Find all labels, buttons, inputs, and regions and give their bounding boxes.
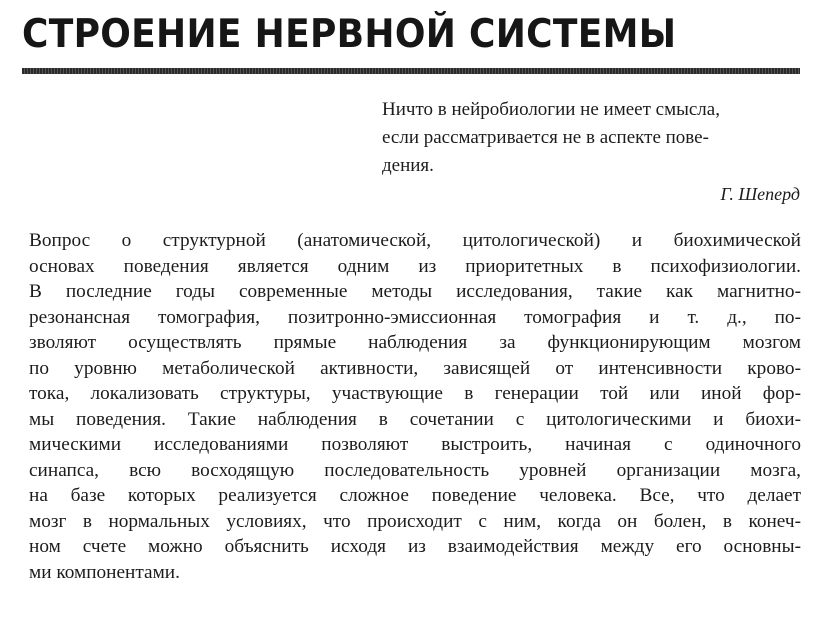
body-line: ном счете можно объяснить исходя из взаимодействия между его основны- xyxy=(29,536,801,557)
body-line: ми компонентами. xyxy=(29,561,180,583)
body-paragraph xyxy=(29,228,801,585)
body-line: Вопрос о структурной (анатомической, цитологической) и биохимической xyxy=(29,230,801,251)
body-line: по уровню метаболической активности, зависящей от интенсивности крово- xyxy=(29,357,801,379)
body-line: на базе которых реализуется сложное поведение человека. Все, что делает xyxy=(29,485,801,506)
page-title: СТРОЕНИЕ НЕРВНОЙ СИСТЕМЫ xyxy=(22,12,677,57)
title-rule-divider xyxy=(22,68,800,74)
epigraph-line: дения. xyxy=(382,155,434,176)
body-line: В последние годы современные методы исследования, такие как магнитно- xyxy=(29,281,801,302)
body-line: зволяют осуществлять прямые наблюдения за функционирующим мозгом xyxy=(29,332,801,353)
epigraph-author: Г. Шеперд xyxy=(720,184,800,204)
body-line: тока, локализовать структуры, участвующие в генерации той или иной фор- xyxy=(29,383,801,404)
epigraph-line: Ничто в нейробиологии не имеет смысла, xyxy=(382,99,720,120)
body-line: резонансная томография, позитронно-эмиссионная томография и т. д., по- xyxy=(29,306,801,328)
body-line: основах поведения является одним из приоритетных в психофизиологии. xyxy=(29,255,801,277)
body-line: мозг в нормальных условиях, что происходит с ним, когда он болен, в конеч- xyxy=(29,510,801,532)
epigraph xyxy=(382,96,802,180)
body-line: мическими исследованиями позволяют выстроить, начиная с одиночного xyxy=(29,434,801,455)
body-line: мы поведения. Такие наблюдения в сочетании с цитологическими и биохи- xyxy=(29,408,801,430)
epigraph-line: если рассматривается не в аспекте пове- xyxy=(382,127,709,148)
body-line: синапса, всю восходящую последовательность уровней организации мозга, xyxy=(29,459,801,481)
